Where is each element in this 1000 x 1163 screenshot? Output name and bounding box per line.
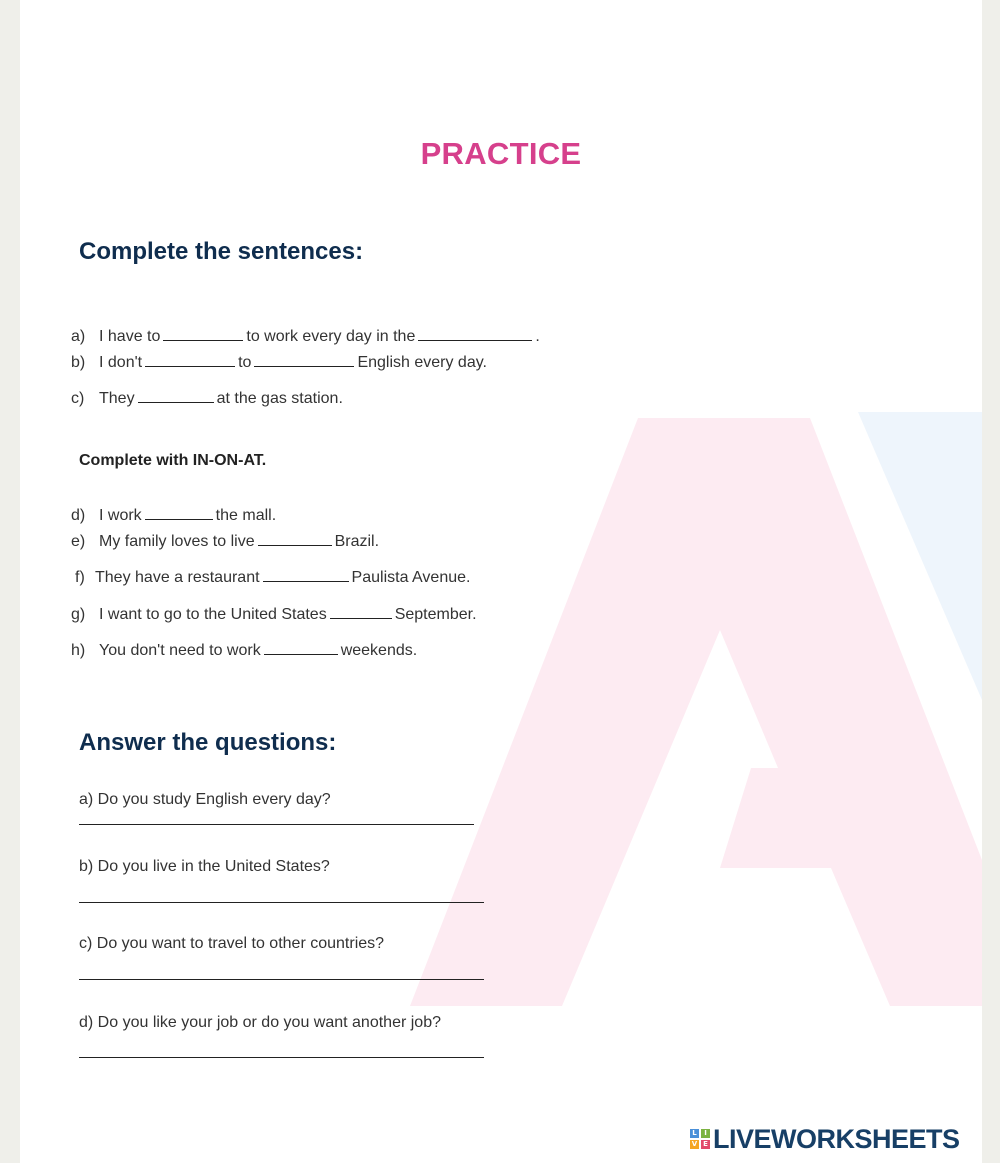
blank-field[interactable] xyxy=(163,326,243,341)
blank-field[interactable] xyxy=(264,640,338,655)
blank-field[interactable] xyxy=(263,567,349,582)
sentence-text: My family loves to live xyxy=(99,533,255,550)
item-label: f) xyxy=(75,569,85,586)
blank-field[interactable] xyxy=(254,352,354,367)
sentence-e xyxy=(71,531,379,551)
blank-field[interactable] xyxy=(418,326,532,341)
sentence-h xyxy=(71,640,417,660)
sentence-d xyxy=(71,505,276,525)
worksheet-page xyxy=(20,0,982,1163)
blank-field[interactable] xyxy=(258,531,332,546)
sentence-text: They xyxy=(99,390,135,407)
sentence-text: I work xyxy=(99,507,142,524)
sentence-text: I want to go to the United States xyxy=(99,606,327,623)
sentence-text: Paulista Avenue. xyxy=(351,569,471,586)
blank-field[interactable] xyxy=(145,505,213,520)
sentence-b xyxy=(71,352,487,372)
sentence-text: Brazil. xyxy=(334,533,380,550)
answer-line[interactable] xyxy=(79,824,474,825)
sentence-g xyxy=(71,604,477,624)
item-label: g) xyxy=(71,606,86,623)
sentence-text: I don't xyxy=(99,354,143,371)
liveworksheets-logo[interactable] xyxy=(690,1124,960,1154)
question-a: a) Do you study English every day? xyxy=(79,791,331,808)
sentence-text: weekends. xyxy=(340,642,418,659)
sentence-text: the mall. xyxy=(215,507,277,524)
item-label: a) xyxy=(71,328,86,345)
sentence-text: to work every day in the xyxy=(246,328,416,345)
question-d: d) Do you like your job or do you want another job? xyxy=(79,1014,441,1031)
sentence-text: They have a restaurant xyxy=(95,569,260,586)
blank-field[interactable] xyxy=(138,388,214,403)
sentence-text: . xyxy=(535,328,540,345)
sentence-text: You don't need to work xyxy=(99,642,261,659)
sentence-text: at the gas station. xyxy=(216,390,343,407)
sentence-text: to xyxy=(238,354,252,371)
item-label: c) xyxy=(71,390,85,407)
answer-line[interactable] xyxy=(79,902,484,903)
section-heading-answer-questions: Answer the questions: xyxy=(79,729,337,756)
question-b: b) Do you live in the United States? xyxy=(79,858,330,875)
liveworksheets-mark-icon: L I V E xyxy=(690,1129,710,1149)
item-label: e) xyxy=(71,533,86,550)
sentence-text: I have to xyxy=(99,328,161,345)
brand-text: LIVEWORKSHEETS xyxy=(713,1123,960,1154)
blank-field[interactable] xyxy=(330,604,392,619)
item-label: d) xyxy=(71,507,86,524)
question-c: c) Do you want to travel to other countries? xyxy=(79,935,385,952)
item-label: b) xyxy=(71,354,86,371)
sentence-a xyxy=(71,326,540,346)
sentence-text: English every day. xyxy=(357,354,487,371)
answer-line[interactable] xyxy=(79,979,484,980)
blank-field[interactable] xyxy=(145,352,235,367)
item-label: h) xyxy=(71,642,86,659)
sentence-c xyxy=(71,388,343,408)
sentence-text: September. xyxy=(394,606,477,623)
page-title: PRACTICE xyxy=(420,136,582,171)
section-subheading-in-on-at: Complete with IN-ON-AT. xyxy=(79,452,267,469)
sentence-f xyxy=(75,567,470,587)
answer-line[interactable] xyxy=(79,1057,484,1058)
section-heading-complete-sentences: Complete the sentences: xyxy=(79,238,364,265)
